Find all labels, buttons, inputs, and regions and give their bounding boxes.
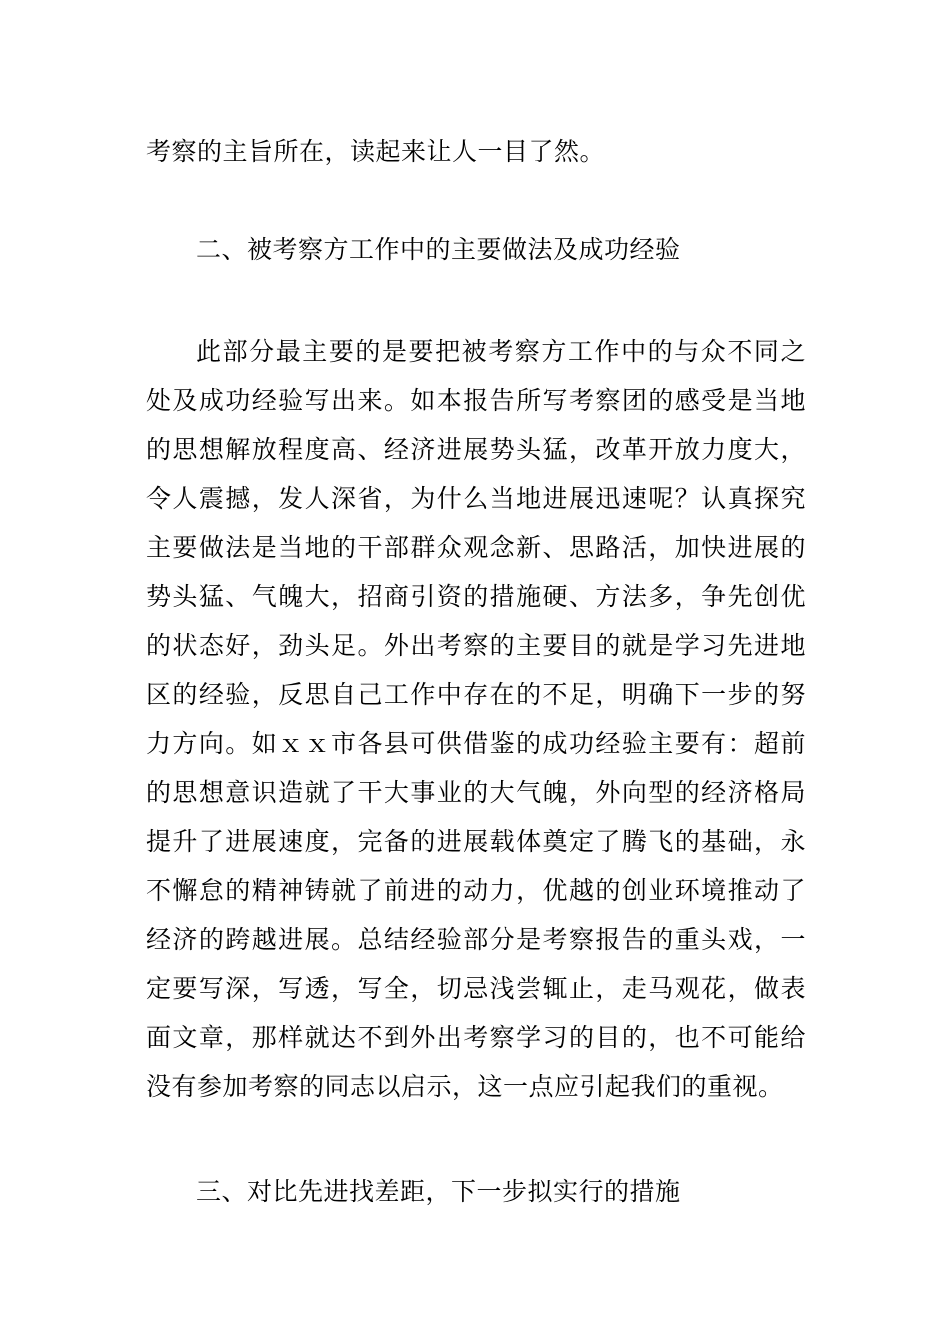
paragraph-line: 提升了进展速度，完备的进展载体奠定了腾飞的基础，永 [146,827,806,856]
paragraph-line: 令人震撼，发人深省，为什么当地进展迅速呢？认真探究 [146,484,806,513]
paragraph-line: 力方向。如ｘｘ市各县可供借鉴的成功经验主要有：超前 [146,729,806,758]
intro-text-line: 考察的主旨所在，读起来让人一目了然。 [146,137,606,166]
paragraph-line: 此部分最主要的是要把被考察方工作中的与众不同之 [196,337,806,366]
paragraph-line: 主要做法是当地的干部群众观念新、思路活，加快进展的 [146,533,806,562]
paragraph-line: 没有参加考察的同志以启示，这一点应引起我们的重视。 [146,1072,784,1101]
paragraph-line: 定要写深，写透，写全，切忌浅尝辄止，走马观花，做表 [146,974,806,1003]
section-heading-3: 三、对比先进找差距，下一步拟实行的措施 [196,1177,681,1206]
paragraph-line: 的状态好，劲头足。外出考察的主要目的就是学习先进地 [146,631,806,660]
paragraph-line: 的思想解放程度高、经济进展势头猛，改革开放力度大， [146,435,806,464]
paragraph-line: 的思想意识造就了干大事业的大气魄，外向型的经济格局 [146,778,806,807]
paragraph-line: 势头猛、气魄大，招商引资的措施硬、方法多，争先创优 [146,582,806,611]
paragraph-line: 处及成功经验写出来。如本报告所写考察团的感受是当地 [146,386,806,415]
section-heading-2: 二、被考察方工作中的主要做法及成功经验 [196,235,681,264]
paragraph-line: 区的经验，反思自己工作中存在的不足，明确下一步的努 [146,680,806,709]
paragraph-line: 面文章，那样就达不到外出考察学习的目的，也不可能给 [146,1023,806,1052]
paragraph-line: 不懈怠的精神铸就了前进的动力，优越的创业环境推动了 [146,876,806,905]
paragraph-line: 经济的跨越进展。总结经验部分是考察报告的重头戏，一 [146,925,806,954]
